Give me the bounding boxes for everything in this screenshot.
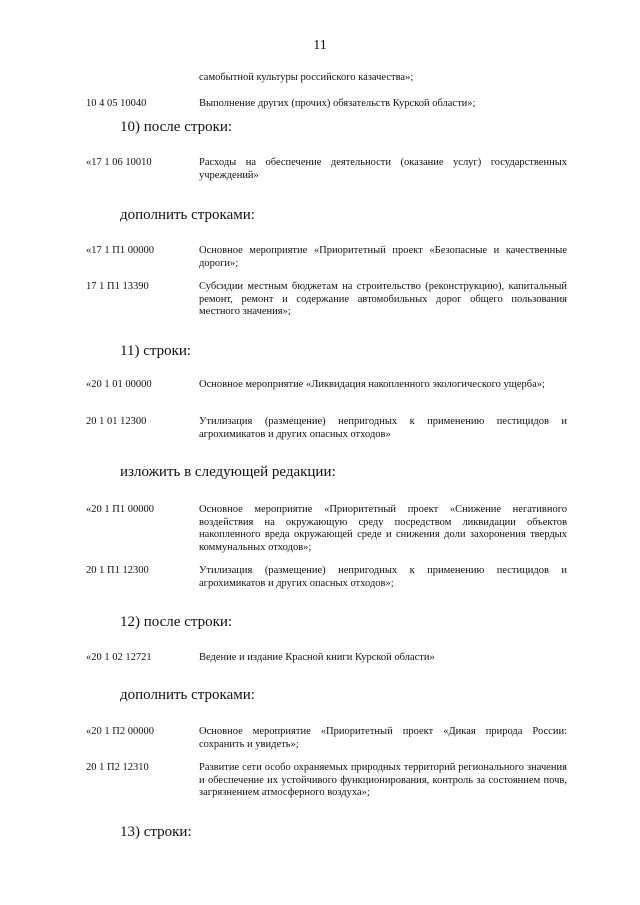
row-description: Утилизация (размещение) непригодных к применению пестицидов и агрохимикатов и других опасных отходов»: [199, 416, 567, 440]
page-number: 11: [313, 38, 327, 53]
row-code: «20 1 02 12721: [86, 652, 152, 663]
section-heading: дополнить строками:: [120, 687, 255, 703]
row-description: Утилизация (размещение) непригодных к применению пестицидов и агрохимикатов и других опасных отходов»;: [199, 565, 567, 589]
section-heading: 12) после строки:: [120, 614, 233, 630]
row-code: «20 1 01 00000: [86, 379, 152, 390]
row-code: «17 1 06 10010: [86, 157, 152, 168]
row-description: Основное мероприятие «Ликвидация накопленного экологического ущерба»;: [199, 379, 545, 390]
row-description: Ведение и издание Красной книги Курской области»: [199, 652, 435, 663]
row-code: 20 1 П1 12300: [86, 565, 149, 576]
row-description: Основное мероприятие «Приоритетный проект «Безопасные и качественные дороги»;: [199, 245, 567, 269]
section-heading: дополнить строками:: [120, 207, 255, 223]
section-heading: 11) строки:: [120, 343, 192, 359]
row-code: «20 1 П2 00000: [86, 726, 154, 737]
row-description: Субсидии местным бюджетам на строительство (реконструкцию), капитальный ремонт, ремонт и содержание автомобильных дорог общего пользования местного значения»;: [199, 281, 567, 317]
row-code: 10 4 05 10040: [86, 98, 147, 109]
section-heading: 13) строки:: [120, 824, 192, 840]
section-heading: 10) после строки:: [120, 119, 233, 135]
continuation-text: самобытной культуры российского казачества»;: [199, 72, 414, 83]
row-description: Основное мероприятие «Приоритетный проект «Дикая природа России: сохранить и увидеть»;: [199, 726, 567, 750]
row-code: 20 1 П2 12310: [86, 762, 149, 773]
row-description: Основное мероприятие «Приоритетный проект «Снижение негативного воздействия на окружающую среду посредством ликвидации объектов накопленного вреда окружающей среде и снижения доли захоронения твердых коммунальных отходов»;: [199, 504, 567, 553]
row-code: «20 1 П1 00000: [86, 504, 154, 515]
row-description: Выполнение других (прочих) обязательств Курской области»;: [199, 98, 476, 109]
row-code: 20 1 01 12300: [86, 416, 147, 427]
section-heading: изложить в следующей редакции:: [120, 464, 336, 480]
row-code: 17 1 П1 13390: [86, 281, 149, 292]
row-description: Развитие сети особо охраняемых природных территорий регионального значения и обеспечение их устойчивого функционирования, контроль за состоянием почв, загрязнением атмосферного воздуха»;: [199, 762, 567, 798]
row-code: «17 1 П1 00000: [86, 245, 154, 256]
row-description: Расходы на обеспечение деятельности (оказание услуг) государственных учреждений»: [199, 157, 567, 181]
